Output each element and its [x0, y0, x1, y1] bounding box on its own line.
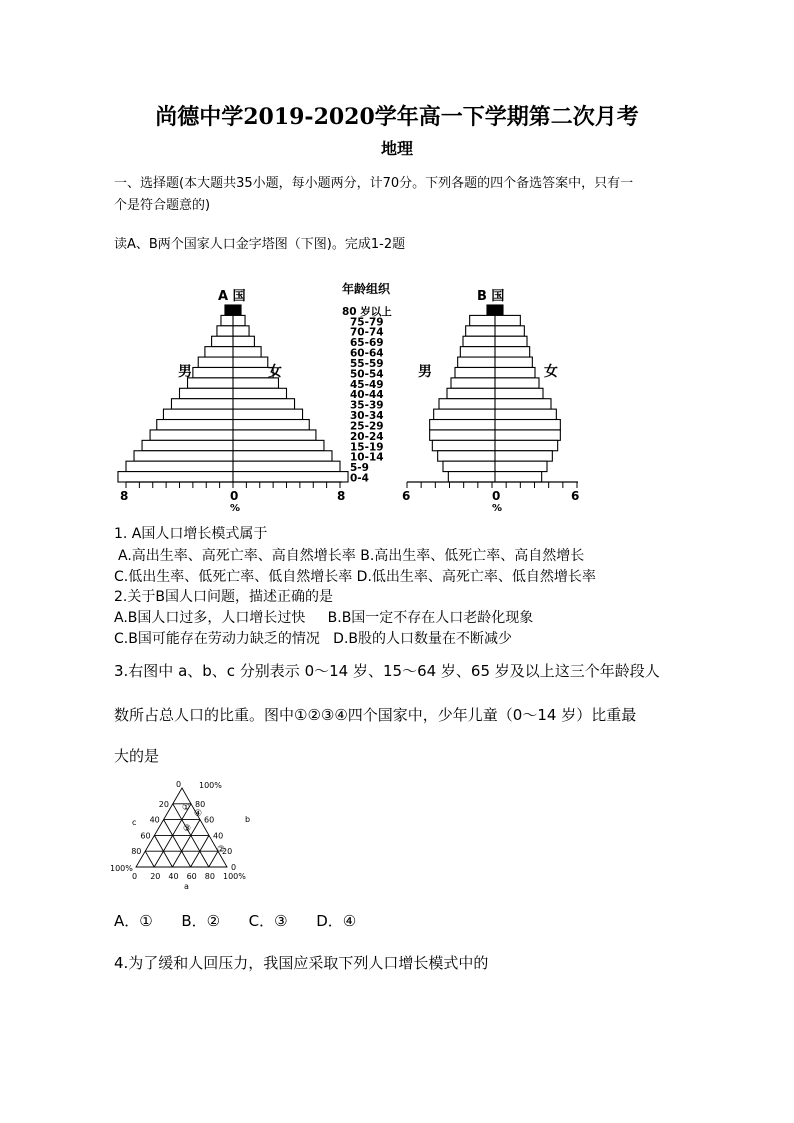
question-2-options-line1: A.B国人口过多，人口增长过快 B.B国一定不存在人口老龄化现象	[114, 610, 534, 626]
pyramid-a-axis-right: 8	[337, 489, 346, 503]
question-3-stem-line3: 大的是	[114, 747, 160, 765]
question-1-stem: 1. A国人口增长模式属于	[114, 526, 268, 542]
age-group-label: 20-24	[350, 430, 384, 443]
country-b-label: B 国	[477, 289, 505, 304]
pyramid-a-axis-unit: %	[230, 503, 241, 512]
pyramid-b-male-label: 男	[418, 364, 432, 380]
age-group-label: 10-14	[350, 451, 384, 464]
pyramid-a-female-label: 女	[268, 364, 282, 380]
age-group-labels	[342, 305, 392, 485]
ternary-point-3: ③	[183, 824, 192, 834]
population-pyramid-figure	[110, 278, 590, 512]
ternary-top-label: 0	[176, 780, 182, 789]
ternary-diagram	[110, 774, 280, 896]
ternary-right-tick: 60	[204, 815, 215, 825]
ternary-bottom-tick: 20	[150, 872, 161, 881]
pyramid-b-axis-left: 6	[402, 489, 411, 503]
age-group-label: 45-49	[350, 378, 384, 391]
ternary-top-right-label: 100%	[199, 781, 222, 790]
pyramid-b-axis-zero: 0	[492, 489, 501, 503]
ternary-axis-b-label: b	[245, 815, 251, 824]
ternary-point-1: ①	[182, 803, 191, 813]
ternary-right-tick: 80	[195, 799, 206, 809]
ternary-axis-c-label: c	[132, 818, 137, 827]
ternary-bottom-tick: 0	[132, 872, 138, 881]
country-a-label: A 国	[218, 289, 246, 304]
section-heading-line1: 一、选择题(本大题共35小题，每小题两分，计70分。下列各题的四个备选答案中，只有一	[114, 176, 634, 191]
question-1-options-line1: A.高出生率、高死亡率、高自然增长率 B.高出生率、低死亡率、高自然增长	[118, 548, 585, 564]
question-2-stem: 2.关于B国人口问题，描述正确的是	[114, 589, 333, 605]
ternary-right-tick: 0	[231, 863, 237, 872]
intro-text: 读A、B两个国家人口金字塔图（下图)。完成1-2题	[114, 237, 406, 252]
question-1-options-line2: C.低出生率、低死亡率、低自然增长率 D.低出生率、高死亡率、低自然增长率	[114, 569, 596, 585]
age-group-label: 0-4	[350, 472, 369, 485]
ternary-bottom-tick: 60	[186, 872, 197, 881]
pyramid-b-female-label: 女	[544, 364, 558, 380]
age-group-title: 年龄组织	[342, 282, 391, 296]
pyramid-a	[118, 305, 348, 482]
ternary-right-tick: 20	[222, 847, 233, 857]
question-2-options-line2: C.B国可能存在劳动力缺乏的情况 D.B股的人口数量在不断减少	[114, 631, 513, 647]
age-group-label: 60-64	[350, 347, 384, 360]
ternary-bottom-tick: 100%	[223, 872, 246, 881]
age-group-label: 50-54	[350, 368, 384, 381]
age-group-label: 15-19	[350, 441, 384, 454]
pyramid-a-axis-left: 8	[120, 489, 129, 503]
ternary-right-tick: 40	[213, 831, 224, 841]
ternary-point-2: ④	[194, 809, 203, 819]
pyramid-b-axis-right: 6	[571, 489, 580, 503]
question-4-stem: 4.为了缓和人回压力，我国应采取下列人口增长模式中的	[114, 954, 489, 972]
ternary-bottom-tick: 80	[204, 872, 215, 881]
pyramid-a-axis-zero: 0	[230, 489, 239, 503]
question-3-options: A．① B．② C．③ D．④	[114, 912, 357, 930]
exam-title: 尚德中学2019-2020学年高一下学期第二次月考	[155, 104, 639, 130]
age-group-label: 55-59	[350, 357, 384, 370]
ternary-left-tick: 60	[140, 831, 151, 841]
age-group-label: 65-69	[350, 337, 384, 350]
ternary-left-tick: 80	[131, 847, 142, 857]
ternary-point-4: ②	[217, 845, 226, 855]
age-group-label: 75-79	[350, 316, 384, 329]
age-group-label: 40-44	[350, 389, 384, 402]
ternary-left-tick: 40	[149, 815, 160, 825]
ternary-bottom-tick: 40	[168, 872, 179, 881]
subject-title: 地理	[380, 139, 413, 158]
age-group-label: 80 岁以上	[342, 305, 392, 318]
pyramid-b	[430, 305, 561, 482]
question-3-stem-line2: 数所占总人口的比重。图中①②③④四个国家中，少年儿童（0～14 岁）比重最	[114, 706, 637, 724]
ternary-left-tick: 20	[158, 799, 169, 809]
question-3-stem-line1: 3.右图中 a、b、c 分别表示 0～14 岁、15～64 岁、65 岁及以上这三个年龄段人	[114, 662, 660, 680]
section-heading-line2: 个是符合题意的)	[114, 198, 211, 213]
ternary-bottom-left-label: 100%	[110, 864, 133, 873]
age-group-label: 25-29	[350, 420, 384, 433]
ternary-axis-a-label: a	[184, 882, 189, 891]
age-group-label: 35-39	[350, 399, 384, 412]
age-group-label: 30-34	[350, 410, 384, 423]
pyramid-b-axis-unit: %	[492, 503, 503, 512]
age-group-label: 70-74	[350, 326, 384, 339]
pyramid-a-male-label: 男	[178, 364, 192, 380]
age-group-label: 5-9	[350, 462, 369, 475]
